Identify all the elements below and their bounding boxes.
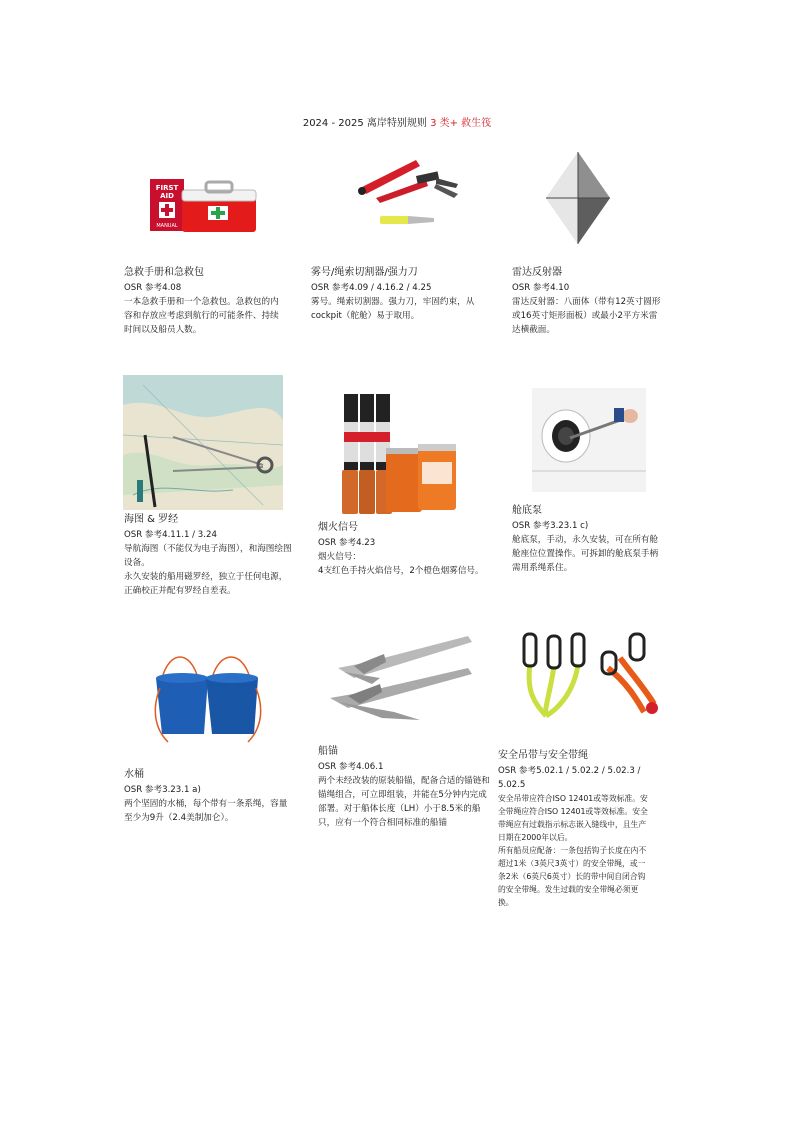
anchors-text [318, 744, 493, 830]
item-desc: 所有船员应配备：一条包括钩子长度在内不超过1米（3英尺3英寸）的安全带绳，或一条2米（6英尺6英寸）长的带中间自闭合钩的安全带绳。发生过载的安全带绳必须更换。 [498, 846, 647, 907]
item-title: 船锚 [318, 746, 338, 757]
chart-compass-text [124, 512, 294, 598]
safety-tethers-image [516, 624, 666, 720]
radar-reflector-image [544, 150, 612, 246]
bilge-pump-image [532, 388, 646, 492]
bilge-pump-text [512, 503, 662, 575]
item-desc: 4支红色手持火焰信号，2个橙色烟雾信号。 [318, 566, 484, 576]
svg-text:MANUAL: MANUAL [156, 223, 178, 229]
radar-reflector-text [512, 265, 662, 337]
safety-tethers-text [498, 748, 648, 909]
item-desc: 一本急救手册和一个急救包。急救包的内容和存放应考虑到航行的可能条件、持续时间以及船员人数。 [124, 297, 279, 335]
bolt-cutter-text [311, 265, 481, 323]
item-ref: OSR 参考4.06.1 [318, 762, 384, 772]
buckets-image [150, 648, 266, 744]
page-title-highlight: 3 类+ 救生筏 [430, 118, 492, 129]
item-title: 水桶 [124, 769, 144, 780]
item-ref: OSR 参考4.09 / 4.16.2 / 4.25 [311, 283, 432, 293]
item-ref: OSR 参考3.23.1 c) [512, 521, 589, 531]
first-aid-kit-image [148, 176, 260, 234]
item-desc: 舱底泵，手动，永久安装，可在所有舱舱座位位置操作。可拆卸的舱底泵手柄需用系绳系住。 [512, 535, 659, 573]
item-title: 舱底泵 [512, 505, 542, 516]
item-ref: OSR 参考4.11.1 / 3.24 [124, 530, 217, 540]
item-desc: 安全吊带应符合ISO 12401或等效标准。安全带绳应符合ISO 12401或等效标准。安全带绳应有过载指示标志嵌入缝线中，且生产日期在2000年以后。 [498, 794, 648, 842]
item-desc: 两个坚固的水桶，每个带有一条系绳，容量至少为9升（2.4美制加仑）。 [124, 799, 288, 823]
item-title: 雷达反射器 [512, 267, 562, 278]
item-title: 安全吊带与安全带绳 [498, 750, 588, 761]
item-title: 雾号/绳索切割器/强力刀 [311, 267, 418, 278]
bolt-cutter-image [356, 158, 460, 230]
item-ref: OSR 参考3.23.1 a) [124, 785, 201, 795]
svg-text:AID: AID [160, 192, 174, 200]
item-title: 急救手册和急救包 [124, 267, 204, 278]
item-ref: OSR 参考4.08 [124, 283, 182, 293]
item-ref: OSR 参考4.10 [512, 283, 570, 293]
flares-image [340, 392, 458, 516]
item-ref: OSR 参考4.23 [318, 538, 376, 548]
item-title: 海图 & 罗经 [124, 514, 179, 525]
item-desc: 雾号。绳索切割器。强力刀，牢固约束，从 cockpit（舵舱）易于取用。 [311, 297, 475, 321]
anchors-image [324, 632, 476, 724]
first-aid-text [124, 265, 284, 337]
item-desc: 烟火信号： [318, 552, 361, 562]
flares-text [318, 520, 508, 578]
item-desc: 永久安装的船用磁罗经，独立于任何电源，正确校正并配有罗经自差表。 [124, 572, 288, 596]
item-desc: 两个未经改装的原装船锚，配备合适的锚链和锚绳组合，可立即组装，并能在5分钟内完成部署。对于船体长度（LH）小于8.5米的船只，应有一个符合相同标准的船锚 [318, 776, 490, 828]
item-desc: 雷达反射器：八面体（带有12英寸圆形或16英寸矩形面板）或最小2平方米雷达横截面。 [512, 297, 661, 335]
item-desc: 导航海图（不能仅为电子海图），和海图绘图设备。 [124, 544, 292, 568]
item-title: 烟火信号 [318, 522, 358, 533]
chart-dividers-image [123, 375, 283, 510]
buckets-text [124, 767, 289, 825]
page-title: 2024 - 2025 离岸特别规则 3 类+ 救生筏 [302, 118, 492, 129]
item-ref: OSR 参考5.02.1 / 5.02.2 / 5.02.3 / 5.02.5 [498, 766, 641, 790]
svg-text:FIRST: FIRST [155, 184, 179, 192]
